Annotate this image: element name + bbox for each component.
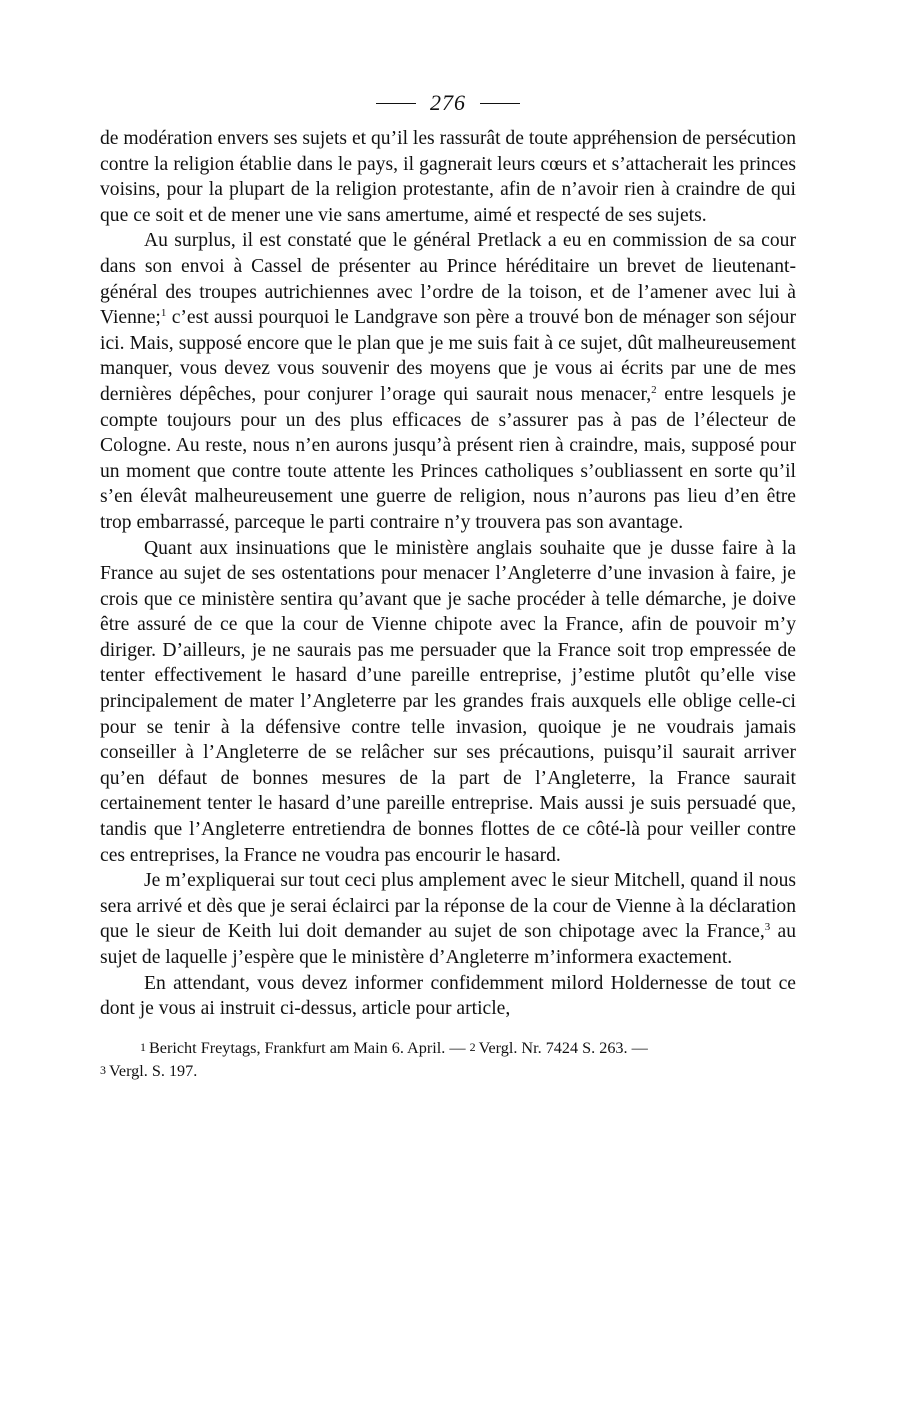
paragraph-text: Au surplus, il est constaté que le général Pretlack a eu en commission de sa cour dans son envoi à Cassel de présenter au Prince héréditaire un brevet de lieutenant-général des troupes autrichiennes avec l’ordre de la toison, et de l’amener avec lui à Vienne; bbox=[100, 230, 796, 329]
book-page bbox=[100, 86, 796, 1082]
paragraph-text: Quant aux insinuations que le ministère anglais souhaite que je dusse faire à la France au sujet de ses ostentations pour menacer l’Angleterre d’une invasion à faire, je crois que ce ministère sentira qu’avant que je sache procéder à telle démarche, je doive être assuré de ce que la cour de Vienne chipote avec la France, afin de pouvoir m’y diriger. D’ailleurs, je ne saurais pas me persuader que la France soit trop empressée de tenter effectivement le hasard d’une pareille entreprise, j’estime plutôt qu’elle vise principalement de mater l’Angleterre par les grandes frais auxquels elle oblige celle-ci pour se tenir à la défensive contre telle invasion, quoique je ne voudrais jamais conseiller à l’Angleterre de se relâcher sur ses précautions, puisqu’il saurait arriver qu’en défaut de bonnes mesures de la part de l’Angleterre, la France saurait certainement tenter le hasard d’une pareille entreprise. Mais aussi je suis persuadé que, tandis que l’Angleterre entretiendra de bonnes flottes de ce côté-là pour veiller contre ces entreprises, la France ne voudra pas encourir le hasard. bbox=[100, 537, 796, 866]
footnotes bbox=[100, 1036, 796, 1082]
paragraph bbox=[100, 971, 796, 1022]
paragraph-text: entre lesquels je compte toujours pour un des plus efficaces de s’assurer pas à pas de l’électeur de Cologne. Au reste, nous n’en aurons jusqu’à présent rien à craindre, mais, supposé pour un moment que contre toute attente les Princes catholiques s’oubliassent en sorte qu’il s’en élevât malheureusement une guerre de religion, nous n’aurons pas lieu d’en être trop embarrassé, parceque le parti contraire n’y trouvera pas son avantage. bbox=[100, 383, 796, 533]
footnote-number: 2 bbox=[469, 1039, 476, 1054]
header-rule-right bbox=[480, 103, 520, 104]
paragraph-text: c’est aussi pourquoi le Landgrave son père a trouvé bon de ménager son séjour ici. Mais, supposé encore que le plan que je me suis fait à ce sujet, dût malheureusement manquer, vous devez vous souvenir des moyens que je vous ai écrits par une de mes dernières dépêches, pour conjurer l’orage qui saurait nous menacer, bbox=[100, 307, 796, 405]
paragraph-text: de modération envers ses sujets et qu’il les rassurât de toute appréhension de persécution contre la religion établie dans le pays, il gagnerait leurs cœurs et s’attacherait les princes voisins, pour la plupart de la religion protestante, afin de n’avoir rien à craindre de qui que ce soit et de mener une vie sans amertume, aimé et respecté de ses sujets. bbox=[100, 128, 796, 226]
body-text bbox=[100, 126, 796, 1022]
paragraph-text: Je m’expliquerai sur tout ceci plus amplement avec le sieur Mitchell, quand il nous sera arrivé et dès que je serai éclairci par la réponse de la cour de Vienne à la déclaration que le sieur de Keith lui doit demander au sujet de son chipotage avec la France, bbox=[100, 870, 796, 943]
footnote-text: Vergl. S. 197. bbox=[109, 1061, 198, 1080]
footnote-marker: 3 bbox=[764, 921, 771, 934]
footnote-marker: 1 bbox=[160, 307, 167, 320]
paragraph-text: En attendant, vous devez informer confidemment milord Holdernesse de tout ce dont je vous ai instruit ci-dessus, article pour article, bbox=[100, 972, 796, 1020]
paragraph bbox=[100, 126, 796, 228]
footnote-marker: 2 bbox=[651, 383, 657, 396]
page-header bbox=[100, 86, 796, 120]
header-rule-left bbox=[376, 103, 416, 104]
paragraph bbox=[100, 228, 796, 535]
footnote-text: Bericht Freytags, Frankfurt am Main 6. April. — bbox=[149, 1038, 466, 1057]
page-number: 276 bbox=[430, 90, 466, 115]
footnote-line bbox=[100, 1036, 796, 1059]
footnote-line bbox=[100, 1059, 796, 1082]
footnote-number: 1 bbox=[140, 1039, 146, 1054]
footnote-number: 3 bbox=[100, 1062, 106, 1077]
paragraph bbox=[100, 868, 796, 970]
footnote-text: Vergl. Nr. 7424 S. 263. — bbox=[478, 1038, 648, 1057]
paragraph bbox=[100, 536, 796, 869]
paragraph-text: au sujet de laquelle j’espère que le ministère d’Angleterre m’informera exactement. bbox=[100, 921, 796, 968]
